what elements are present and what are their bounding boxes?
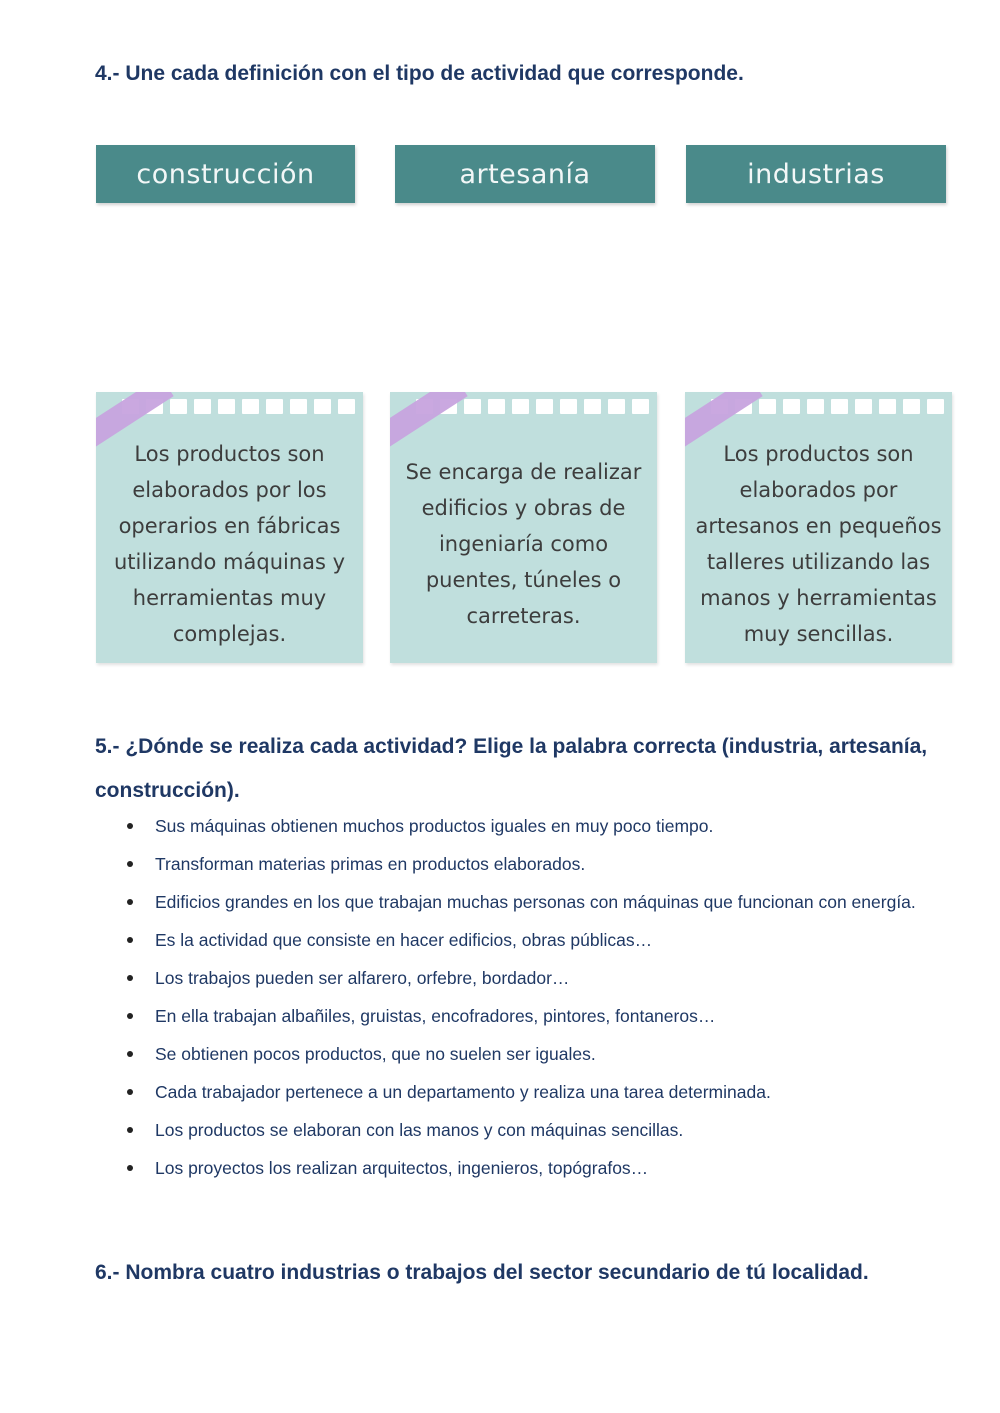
definition-card-2[interactable] — [390, 392, 657, 663]
question-5-title: 5.- ¿Dónde se realiza cada actividad? Elige la palabra correcta (industria, artesanía, construcción). — [95, 735, 928, 802]
definition-text: Los productos son elaborados por artesanos en pequeños talleres utilizando las manos y herramientas muy sencillas. — [695, 441, 942, 646]
list-item: Cada trabajador pertenece a un departamento y realiza una tarea determinada. — [125, 1073, 925, 1111]
definition-text: Los productos son elaborados por los operarios en fábricas utilizando máquinas y herramientas muy complejas. — [113, 441, 346, 646]
definition-card-1[interactable] — [96, 392, 363, 663]
list-item: Los productos se elaboran con las manos y con máquinas sencillas. — [125, 1111, 925, 1149]
list-item: Los trabajos pueden ser alfarero, orfebre, bordador… — [125, 959, 925, 997]
list-item: Sus máquinas obtienen muchos productos iguales en muy poco tiempo. — [125, 807, 925, 845]
list-item: Se obtienen pocos productos, que no suelen ser iguales. — [125, 1035, 925, 1073]
definition-card-3[interactable] — [685, 392, 952, 663]
question-6-title: 6.- Nombra cuatro industrias o trabajos del sector secundario de tú localidad. — [95, 1261, 869, 1284]
label-card-artesania[interactable]: artesanía — [395, 145, 655, 203]
definition-text: Se encarga de realizar edificios y obras de ingeniaría como puentes, túneles o carreteras. — [405, 459, 642, 628]
list-item: Edificios grandes en los que trabajan muchas personas con máquinas que funcionan con energía. — [125, 883, 925, 921]
label-card-industrias[interactable]: industrias — [686, 145, 946, 203]
list-item: Transforman materias primas en productos elaborados. — [125, 845, 925, 883]
label-card-construccion[interactable]: construcción — [96, 145, 355, 203]
list-item: Es la actividad que consiste en hacer edificios, obras públicas… — [125, 921, 925, 959]
question-4-title: 4.- Une cada definición con el tipo de actividad que corresponde. — [95, 62, 744, 85]
list-item: En ella trabajan albañiles, gruistas, encofradores, pintores, fontaneros… — [125, 997, 925, 1035]
statement-list — [125, 807, 925, 1187]
list-item: Los proyectos los realizan arquitectos, ingenieros, topógrafos… — [125, 1149, 925, 1187]
